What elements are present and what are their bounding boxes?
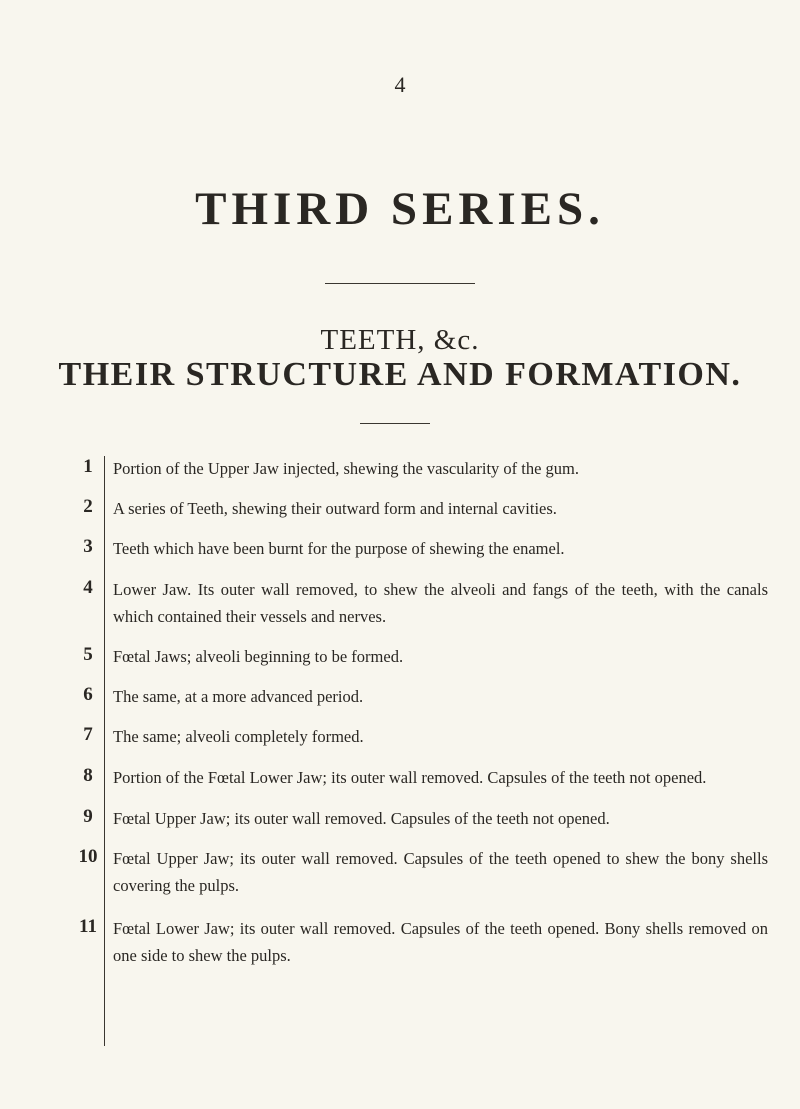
entry-description: Portion of the Upper Jaw injected, shewing the vascularity of the gum. — [113, 459, 580, 478]
entry-description: Lower Jaw. Its outer wall removed, to shew the alveoli and fangs of the teeth, with the canals which contained their vessels and nerves. — [113, 580, 768, 626]
divider-rule-bottom — [360, 423, 430, 424]
subject-title: TEETH, &c. — [320, 324, 480, 356]
entry-number: 6 — [83, 684, 93, 705]
entry-number: 1 — [83, 456, 93, 477]
divider-rule-top — [325, 283, 475, 284]
entry-column-divider — [104, 456, 105, 1046]
entry-number: 9 — [83, 806, 93, 827]
entry-number: 4 — [83, 577, 93, 598]
catalogue-entries — [0, 456, 800, 1046]
entry-description: The same, at a more advanced period. — [113, 687, 364, 706]
entry-description: Fœtal Lower Jaw; its outer wall removed. Capsules of the teeth opened. Bony shells removed on one side to shew the pulps. — [113, 919, 768, 965]
entry-description: Fœtal Upper Jaw; its outer wall removed. Capsules of the teeth not opened. — [113, 809, 610, 828]
entry-description: Teeth which have been burnt for the purpose of shewing the enamel. — [113, 539, 565, 558]
entry-number: 7 — [83, 724, 93, 745]
entry-number: 2 — [83, 496, 93, 517]
entry-number: 8 — [83, 765, 93, 786]
entry-description: Fœtal Jaws; alveoli beginning to be formed. — [113, 647, 404, 666]
page-number: 4 — [394, 72, 406, 97]
entry-description: Portion of the Fœtal Lower Jaw; its outer wall removed. Capsules of the teeth not opened. — [113, 768, 707, 787]
entry-number: 5 — [83, 644, 93, 665]
entry-description: The same; alveoli completely formed. — [113, 727, 364, 746]
subject-subtitle: THEIR STRUCTURE AND FORMATION. — [58, 356, 742, 393]
entry-number: 10 — [78, 846, 98, 867]
entry-number: 11 — [79, 916, 97, 937]
series-title: THIRD SERIES. — [195, 183, 605, 235]
entry-description: A series of Teeth, shewing their outward form and internal cavities. — [113, 499, 557, 518]
entry-description: Fœtal Upper Jaw; its outer wall removed. Capsules of the teeth opened to shew the bony shells covering the pulps. — [113, 849, 768, 895]
entry-number: 3 — [83, 536, 93, 557]
